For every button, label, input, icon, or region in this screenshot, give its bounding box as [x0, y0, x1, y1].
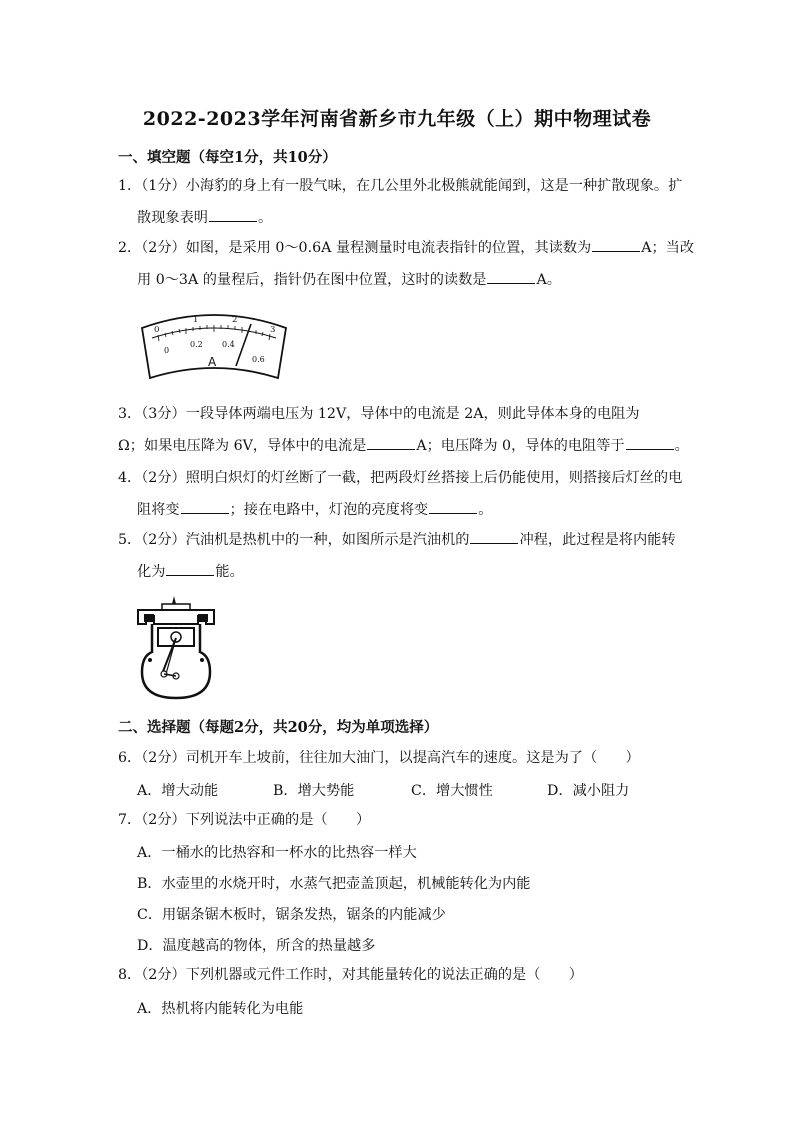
- exhaust-valve-icon: [198, 614, 208, 622]
- q6-stem: 6．（2分）司机开车上坡前，往往加大油门，以提高汽车的速度。这是为了（ ）: [118, 750, 640, 766]
- q6-option-d[interactable]: D．减小阻力: [547, 783, 630, 799]
- q8-option-a[interactable]: A．热机将内能转化为电能: [137, 1001, 304, 1017]
- section-heading-multiple-choice: 二、选择题（每题2分，共20分，均为单项选择）: [118, 719, 439, 736]
- answer-blank[interactable]: [487, 269, 535, 284]
- section-heading-fill-blank: 一、填空题（每空1分，共10分）: [118, 149, 337, 166]
- q4-text-end: 。: [478, 502, 493, 518]
- q3-line1: 3．（3分）一段导体两端电压为 12V，导体中的电流是 2A，则此导体本身的电阻为: [118, 406, 640, 422]
- answer-blank[interactable]: [209, 207, 257, 222]
- intake-valve-icon: [144, 614, 154, 622]
- q4-text: ；接在电路中，灯泡的亮度将变: [229, 502, 429, 518]
- gasoline-engine-figure: [134, 594, 218, 704]
- question-4: [118, 462, 683, 526]
- answer-blank[interactable]: [429, 499, 477, 514]
- q3-text-end: 。: [674, 438, 689, 454]
- q7-option-c[interactable]: C．用锯条锯木板时，锯条发热，锯条的内能减少: [137, 907, 446, 923]
- ammeter-label: 0.6: [252, 355, 265, 364]
- answer-blank[interactable]: [367, 435, 415, 450]
- q2-line2: [118, 264, 678, 296]
- ammeter-label: 1: [193, 315, 199, 325]
- q4-text: 阻将变: [137, 502, 180, 518]
- question-2: [118, 232, 695, 296]
- ammeter-label: 3: [270, 325, 276, 335]
- ammeter-label: 2: [232, 315, 238, 325]
- answer-blank[interactable]: [166, 561, 214, 576]
- q3-text: Ω；如果电压降为 6V，导体中的电流是: [118, 438, 367, 454]
- spark-plug-icon: [172, 596, 176, 604]
- q5-line2: [118, 556, 678, 588]
- q2-text: 2．（2分）如图，是采用 0～0.6A 量程测量时电流表指针的位置，其读数为: [118, 240, 592, 256]
- q1-line2: [118, 202, 678, 234]
- answer-blank[interactable]: [470, 529, 518, 544]
- q8-stem: 8．（2分）下列机器或元件工作时，对其能量转化的说法正确的是（ ）: [118, 967, 583, 983]
- q2-text-end: A；当改: [641, 240, 695, 256]
- ammeter-label: 0: [164, 346, 170, 355]
- q2-line1: [118, 232, 695, 264]
- q6-option-b[interactable]: B．增大势能: [273, 783, 355, 799]
- q5-line1: [118, 524, 678, 556]
- answer-blank[interactable]: [592, 237, 640, 252]
- q5-text-end: 冲程，此过程是将内能转: [519, 532, 676, 548]
- q7-stem: 7．（2分）下列说法中正确的是（ ）: [118, 812, 371, 828]
- q6-option-c[interactable]: C．增大惯性: [411, 783, 493, 799]
- ammeter-label: 0.2: [190, 340, 203, 349]
- question-3: [118, 398, 689, 462]
- q4-line2: [118, 494, 678, 526]
- answer-blank[interactable]: [181, 499, 229, 514]
- ammeter-label: 0.4: [222, 340, 235, 349]
- q5-text: 化为: [137, 564, 166, 580]
- question-8: [118, 959, 678, 991]
- q3-text: A；电压降为 0，导体的电阻等于: [416, 438, 625, 454]
- q6-option-a[interactable]: A．增大动能: [137, 783, 219, 799]
- q5-text: 5．（2分）汽油机是热机中的一种，如图所示是汽油机的: [118, 532, 470, 548]
- ammeter-figure: [138, 306, 290, 386]
- q4-line1: 4．（2分）照明白炽灯的灯丝断了一截，把两段灯丝搭接上后仍能使用，则搭接后灯丝的电: [118, 470, 683, 486]
- question-5: [118, 524, 678, 588]
- ammeter-symbol: A: [208, 355, 217, 369]
- q1-text: 散现象表明: [137, 210, 208, 226]
- q7-option-b[interactable]: B．水壶里的水烧开时，水蒸气把壶盖顶起，机械能转化为内能: [137, 876, 531, 892]
- q7-option-a[interactable]: A．一桶水的比热容和一杯水的比热容一样大: [137, 845, 417, 861]
- question-1: [118, 170, 683, 234]
- q7-option-d[interactable]: D．温度越高的物体，所含的热量越多: [137, 938, 376, 954]
- q3-line2: [118, 430, 689, 462]
- ammeter-label: 0: [154, 325, 160, 335]
- q5-text-end: 能。: [215, 564, 244, 580]
- q2-text-end: A。: [536, 272, 561, 288]
- q2-text: 用 0～3A 的量程后，指针仍在图中位置，这时的读数是: [137, 272, 487, 288]
- question-6: [118, 742, 678, 774]
- q1-text-end: 。: [257, 210, 273, 226]
- question-7: [118, 804, 678, 836]
- answer-blank[interactable]: [626, 435, 674, 450]
- page-title: 2022-2023学年河南省新乡市九年级（上）期中物理试卷: [142, 108, 652, 130]
- q1-line1: 1．（1分）小海豹的身上有一股气味，在几公里外北极熊就能闻到，这是一种扩散现象。扩: [118, 178, 683, 194]
